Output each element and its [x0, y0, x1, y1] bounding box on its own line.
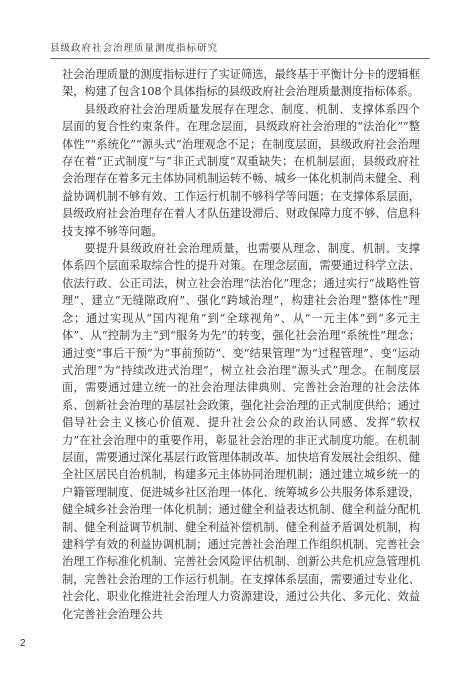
running-head: 县级政府社会治理质量测度指标研究 [50, 43, 219, 54]
paragraph: 社会治理质量的测度指标进行了实证筛选，最终基于平衡计分卡的逻辑框架，构建了包含108个具体指标的县级政府社会治理质量测度指标体系。 [62, 68, 421, 99]
paragraph: 县级政府社会治理质量发展存在理念、制度、机制、支撑体系四个层面的复合性约束条件。在理念层面，县级政府社会治理的“法治化”“整体性”“系统化”“源头式”治理观念不足；在制度层面，县级政府社会治理存在着“正式制度”与“非正式制度”双重缺失；在机制层面，县级政府社会治理存在着多元主体协同机制运转不畅、城乡一体化机制尚未健全、利益协调机制不够有效、工作运行机制不够科学等问题；在支撑体系层面，县级政府社会治理存在着人才队伍建设滞后、财政保障力度不够、信息科技支撑不够等问题。 [62, 102, 421, 238]
paragraph: 要提升县级政府社会治理质量，也需要从理念、制度、机制、支撑体系四个层面采取综合性的提升对策。在理念层面，需要通过科学立法、依法行政、公正司法，树立社会治理“法治化”理念；通过实行“战略性管理”、建立“无缝隙政府”、强化“跨域治理”，构建社会治理“整体性”理念；通过实现从“国内视角”到“全球视角”、从“一元主体”到“多元主体”、从“控制为主”到“服务为先”的转变，强化社会治理“系统性”理念；通过变“事后干预”为“事前预防”、变“结果管理”为“过程管理”、变“运动式治理”为“持续改进式治理”，树立社会治理“源头式”理念。在制度层面，需要通过建立统一的社会治理法律典则、完善社会治理的社会法体系、创新社会治理的基层社会政策，强化社会治理的正式制度供给；通过倡导社会主义核心价值观、提升社会公众的政治认同感、发挥“软权力”在社会治理中的重要作用，彰显社会治理的非正式制度功能。在机制层面，需要通过深化基层行政管理体制改革、加快培育发展社会组织、健全社区居民自治机制，构建多元主体协同治理机制；通过建立城乡统一的户籍管理制度、促进城乡社区治理一体化、统筹城乡公共服务体系建设，健全城乡社会治理一体化机制；通过健全利益表达机制、健全利益分配机制、健全利益调节机制、健全利益补偿机制、健全利益矛盾调处机制，构建科学有效的利益协调机制；通过完善社会治理工作组织机制、完善社会治理工作标准化机制、完善社会风险评估机制、创新公共危机应急管理机制，完善社会治理的工作运行机制。在支撑体系层面，需要通过专业化、社会化、职业化推进社会治理人力资源建设，通过公共化、多元化、效益化完善社会治理公共 [62, 242, 421, 621]
page-number: 2 [20, 638, 26, 649]
header-rule [50, 58, 430, 59]
body-text [62, 66, 420, 623]
